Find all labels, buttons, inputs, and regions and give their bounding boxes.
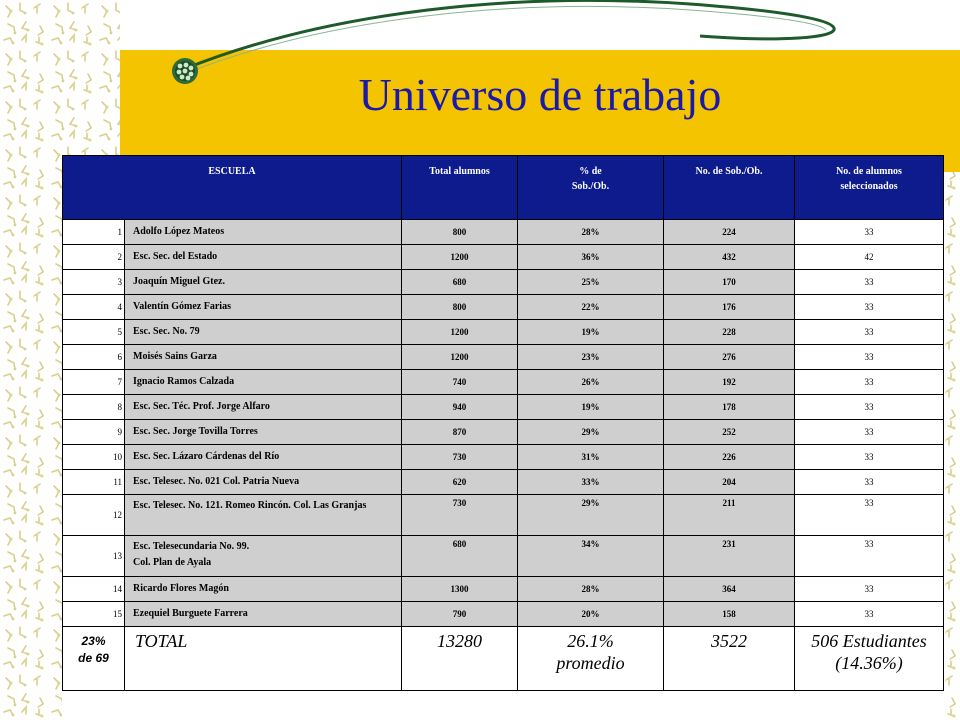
school-name: Joaquín Miguel Gtez.	[125, 270, 402, 295]
num-sob: 176	[664, 295, 795, 320]
total-pct-line2: promedio	[556, 652, 625, 673]
school-name: Esc. Sec. Téc. Prof. Jorge Alfaro	[125, 395, 402, 420]
pct-sob: 28%	[518, 577, 664, 602]
total-sample-ratio	[63, 627, 125, 691]
school-name: Esc. Telesec. No. 121. Romeo Rincón. Col. Las Granjas	[125, 495, 402, 536]
pct-sob: 29%	[518, 420, 664, 445]
num-sob: 211	[664, 495, 795, 536]
num-sob: 276	[664, 345, 795, 370]
total-pct-average	[518, 627, 664, 691]
header-total-alumnos: Total alumnos	[402, 156, 518, 220]
total-selected-line2: (14.36%)	[835, 652, 903, 673]
total-alumnos: 1200	[402, 245, 518, 270]
pct-sob: 20%	[518, 602, 664, 627]
pct-sob: 36%	[518, 245, 664, 270]
num-sob: 231	[664, 536, 795, 577]
table-row	[63, 245, 944, 270]
header-pct-line1: % de	[579, 166, 602, 177]
row-index: 4	[63, 295, 125, 320]
pct-sob: 34%	[518, 536, 664, 577]
school-name: Adolfo López Mateos	[125, 220, 402, 245]
row-index: 5	[63, 320, 125, 345]
num-selected: 33	[795, 345, 944, 370]
num-selected: 33	[795, 536, 944, 577]
header-selected-line1: No. de alumnos	[836, 166, 902, 177]
num-sob: 224	[664, 220, 795, 245]
num-selected: 42	[795, 245, 944, 270]
table-row	[63, 295, 944, 320]
school-name-line1: Esc. Telesecundaria No. 99.	[133, 541, 250, 552]
total-alumnos: 1200	[402, 320, 518, 345]
school-name: Moisés Sains Garza	[125, 345, 402, 370]
total-alumnos: 730	[402, 495, 518, 536]
bullet-icon	[170, 56, 200, 86]
num-sob: 178	[664, 395, 795, 420]
total-alumnos: 680	[402, 270, 518, 295]
page-title: Universo de trabajo	[358, 69, 722, 120]
table-header-row	[63, 156, 944, 220]
total-alumnos: 740	[402, 370, 518, 395]
num-selected: 33	[795, 495, 944, 536]
school-name: Ricardo Flores Magón	[125, 577, 402, 602]
num-selected: 33	[795, 395, 944, 420]
total-alumnos: 870	[402, 420, 518, 445]
pct-sob: 23%	[518, 345, 664, 370]
total-row	[63, 627, 944, 691]
header-selected	[795, 156, 944, 220]
school-name: Esc. Sec. No. 79	[125, 320, 402, 345]
num-sob: 192	[664, 370, 795, 395]
pct-sob: 28%	[518, 220, 664, 245]
num-sob: 432	[664, 245, 795, 270]
total-alumnos: 790	[402, 602, 518, 627]
total-alumnos: 620	[402, 470, 518, 495]
pct-sob: 22%	[518, 295, 664, 320]
school-name: Ezequiel Burguete Farrera	[125, 602, 402, 627]
row-index: 2	[63, 245, 125, 270]
num-selected: 33	[795, 370, 944, 395]
row-index: 13	[63, 536, 125, 577]
pct-sob: 25%	[518, 270, 664, 295]
school-name: Esc. Telesec. No. 021 Col. Patria Nueva	[125, 470, 402, 495]
total-ratio-line1: 23%	[81, 634, 106, 648]
school-name: Esc. Sec. del Estado	[125, 245, 402, 270]
num-selected: 33	[795, 577, 944, 602]
total-alumnos: 1200	[402, 345, 518, 370]
table-row	[63, 345, 944, 370]
row-index: 6	[63, 345, 125, 370]
table-row	[63, 577, 944, 602]
pct-sob: 31%	[518, 445, 664, 470]
row-index: 1	[63, 220, 125, 245]
table-row	[63, 536, 944, 577]
row-index: 8	[63, 395, 125, 420]
total-alumnos: 1300	[402, 577, 518, 602]
num-selected: 33	[795, 445, 944, 470]
num-sob: 226	[664, 445, 795, 470]
table-row	[63, 445, 944, 470]
table-row	[63, 220, 944, 245]
table-row	[63, 370, 944, 395]
table-row	[63, 420, 944, 445]
header-pct-line2: Sob./Ob.	[571, 181, 610, 192]
num-selected: 33	[795, 602, 944, 627]
total-pct-line1: 26.1%	[567, 631, 614, 651]
table-row	[63, 470, 944, 495]
row-index: 12	[63, 495, 125, 536]
pct-sob: 33%	[518, 470, 664, 495]
header-escuela: ESCUELA	[63, 156, 402, 220]
table-row	[63, 270, 944, 295]
pct-sob: 19%	[518, 395, 664, 420]
row-index: 14	[63, 577, 125, 602]
school-name: Ignacio Ramos Calzada	[125, 370, 402, 395]
school-name: Valentín Gómez Farias	[125, 295, 402, 320]
total-alumnos: 800	[402, 220, 518, 245]
total-selected-line1: 506 Estudiantes	[811, 631, 927, 651]
num-selected: 33	[795, 470, 944, 495]
school-name-line2: Col. Plan de Ayala	[133, 556, 212, 568]
table-row	[63, 602, 944, 627]
total-alumnos-sum: 13280	[402, 627, 518, 691]
row-index: 9	[63, 420, 125, 445]
header-selected-line2: seleccionados	[840, 181, 898, 192]
total-label: TOTAL	[125, 627, 402, 691]
num-sob: 158	[664, 602, 795, 627]
num-sob: 364	[664, 577, 795, 602]
row-index: 11	[63, 470, 125, 495]
num-selected: 33	[795, 295, 944, 320]
header-num-sob: No. de Sob./Ob.	[664, 156, 795, 220]
school-name	[125, 536, 402, 577]
table-row	[63, 495, 944, 536]
table-row	[63, 395, 944, 420]
num-selected: 33	[795, 270, 944, 295]
row-index: 7	[63, 370, 125, 395]
header-pct-sob	[518, 156, 664, 220]
total-ratio-line2: de 69	[78, 650, 109, 665]
num-sob: 204	[664, 470, 795, 495]
total-alumnos: 940	[402, 395, 518, 420]
total-alumnos: 680	[402, 536, 518, 577]
school-name: Esc. Sec. Lázaro Cárdenas del Río	[125, 445, 402, 470]
school-name: Esc. Sec. Jorge Tovilla Torres	[125, 420, 402, 445]
total-num-sob: 3522	[664, 627, 795, 691]
num-selected: 33	[795, 320, 944, 345]
table-row	[63, 320, 944, 345]
num-sob: 228	[664, 320, 795, 345]
pct-sob: 26%	[518, 370, 664, 395]
schools-table	[62, 155, 944, 691]
pct-sob: 29%	[518, 495, 664, 536]
total-alumnos: 730	[402, 445, 518, 470]
num-sob: 170	[664, 270, 795, 295]
num-selected: 33	[795, 420, 944, 445]
total-selected	[795, 627, 944, 691]
total-alumnos: 800	[402, 295, 518, 320]
pct-sob: 19%	[518, 320, 664, 345]
row-index: 3	[63, 270, 125, 295]
num-sob: 252	[664, 420, 795, 445]
num-selected: 33	[795, 220, 944, 245]
row-index: 10	[63, 445, 125, 470]
row-index: 15	[63, 602, 125, 627]
